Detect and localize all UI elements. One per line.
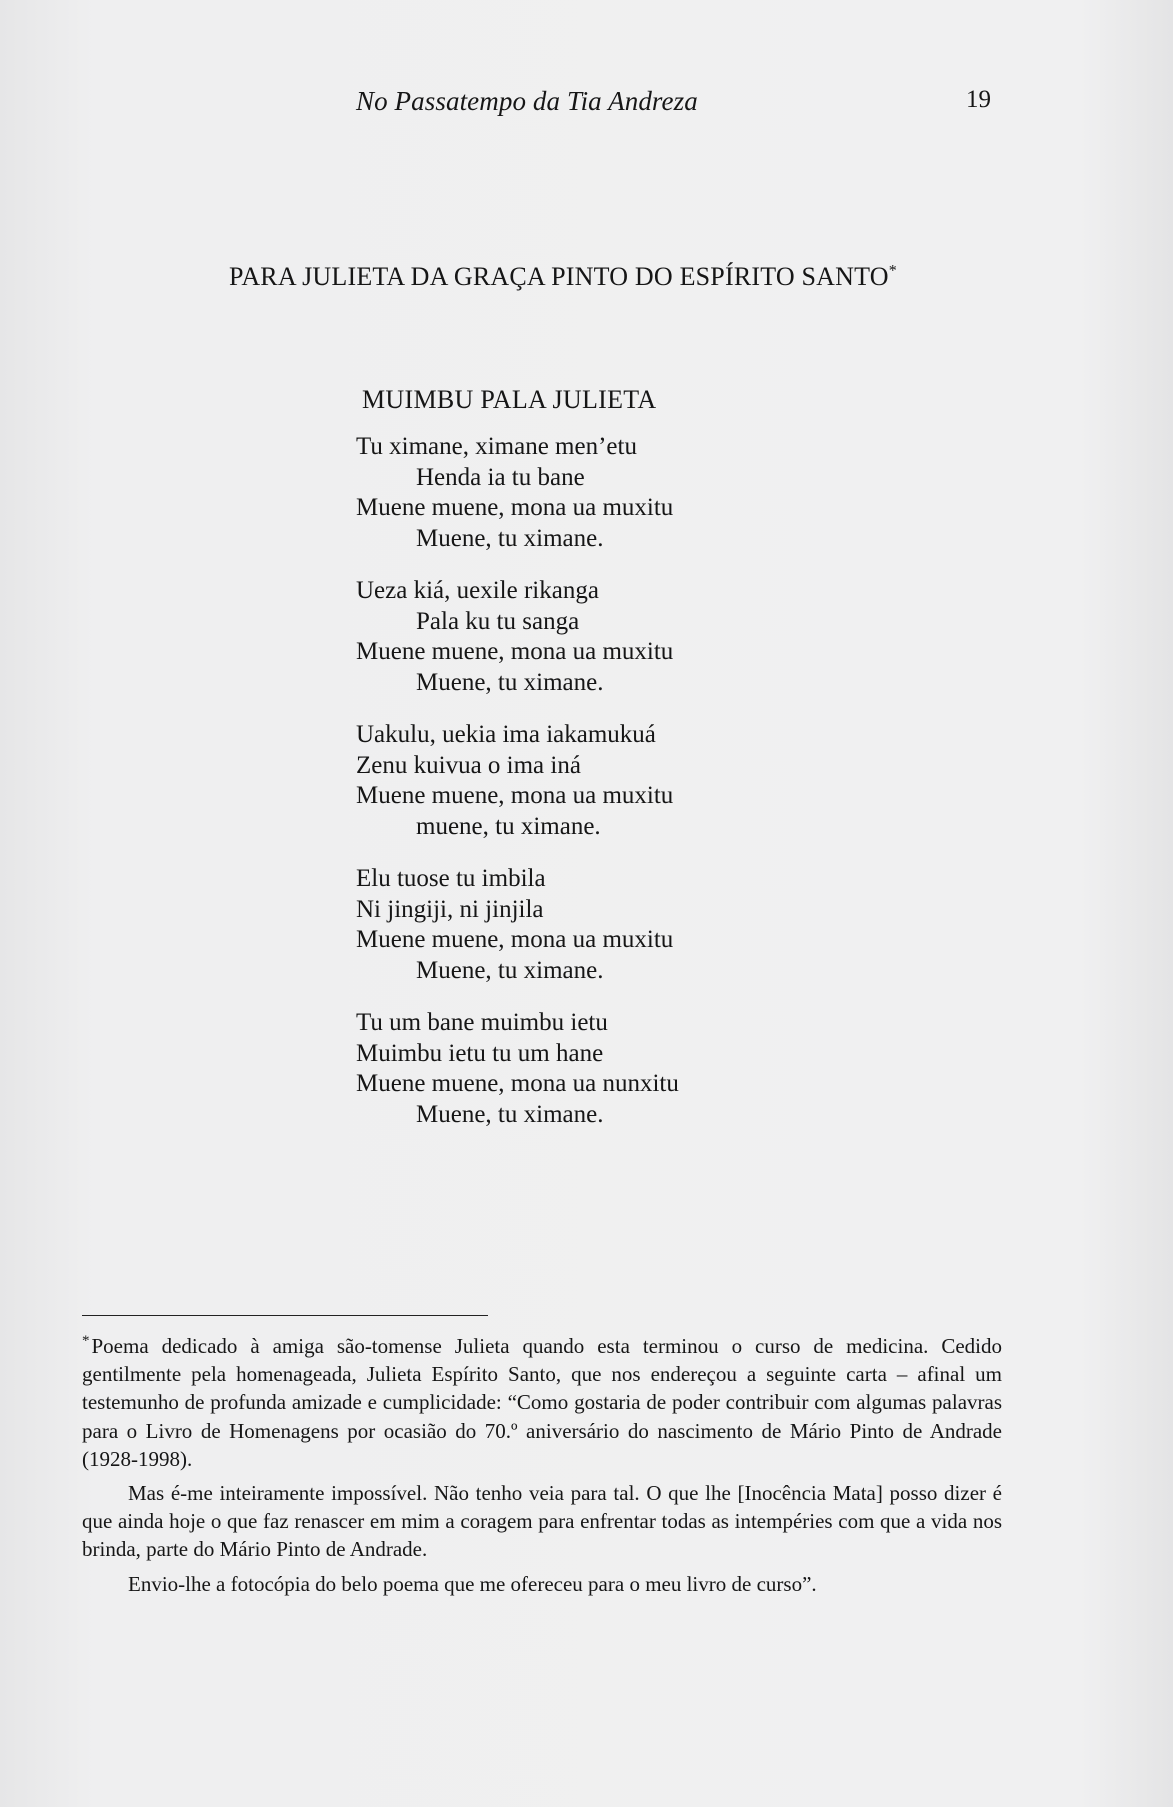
poem-stanza (356, 720, 916, 842)
poem-subtitle: MUIMBU PALA JULIETA (362, 385, 657, 414)
poem-verse: muene, tu ximane. (416, 812, 601, 840)
page-number: 19 (966, 86, 991, 113)
poem-verse: Ni jingiji, ni jinjila (356, 895, 544, 923)
poem-verse: Henda ia tu bane (416, 463, 585, 491)
poem-verse: Muimbu ietu tu um hane (356, 1039, 604, 1067)
poem-verse: Muene muene, mona ua muxitu (356, 494, 674, 521)
footnote-paragraph: Envio-lhe a fotocópia do belo poema que me ofereceu para o meu livro de curso”. (128, 1571, 817, 1596)
footnote-divider (82, 1315, 488, 1316)
poem-verse: Ueza kiá, uexile rikanga (356, 577, 599, 604)
poem-verse: Elu tuose tu imbila (356, 865, 546, 892)
poem-stanza (356, 1008, 916, 1130)
poem-verse: Zenu kuivua o ima iná (356, 751, 581, 779)
poem-verse: Pala ku tu sanga (416, 607, 580, 635)
poem-stanza (356, 864, 916, 986)
poem-stanza (356, 576, 916, 698)
footnote-section (82, 1332, 1002, 1598)
poem-verse: Tu ximane, ximane men’etu (356, 433, 637, 460)
poem-verse: Tu um bane muimbu ietu (356, 1009, 608, 1036)
poem-stanza (356, 432, 916, 554)
footnote-paragraph (82, 1332, 1002, 1473)
poem-verse: Muene, tu ximane. (416, 1100, 604, 1128)
poem-verse: Muene muene, mona ua muxitu (356, 782, 674, 809)
poem-verse: Muene, tu ximane. (416, 524, 604, 552)
poem-verse: Uakulu, uekia ima iakamukuá (356, 721, 656, 748)
footnote-paragraph: Mas é-me inteiramente impossível. Não tenho veia para tal. O que lhe [Inocência Mata] posso dizer é que ainda hoje o que faz renascer em mim a coragem para enfrentar todas as intempéries com que a vida nos brinda, parte do Mário Pinto de Andrade. (82, 1481, 1002, 1562)
poem-title-text: PARA JULIETA DA GRAÇA PINTO DO ESPÍRITO SANTO (229, 262, 889, 291)
poem-body (356, 432, 916, 1152)
footnote-reference-marker: * (888, 262, 897, 280)
footnote-marker: * (82, 1333, 90, 1349)
poem-verse: Muene, tu ximane. (416, 668, 604, 696)
poem-verse: Muene, tu ximane. (416, 956, 604, 984)
poem-verse: Muene muene, mona ua muxitu (356, 638, 674, 665)
poem-title (0, 262, 1080, 292)
running-title: No Passatempo da Tia Andreza (356, 86, 698, 116)
page-header (0, 86, 1173, 126)
poem-verse: Muene muene, mona ua muxitu (356, 926, 674, 953)
poem-verse: Muene muene, mona ua nunxitu (356, 1070, 679, 1097)
footnote-text: Poema dedicado à amiga são-tomense Julieta quando esta terminou o curso de medicina. Cedido gentilmente pela homenageada, Julieta Espírito Santo, que nos endereçou a seguinte carta – afinal um testemunho de profunda amizade e cumplicidade: “Como gostaria de poder contribuir com algumas palavras para o Livro de Homenagens por ocasião do 70.º aniversário do nascimento de Mário Pinto de Andrade (1928-1998). (82, 1334, 1002, 1471)
